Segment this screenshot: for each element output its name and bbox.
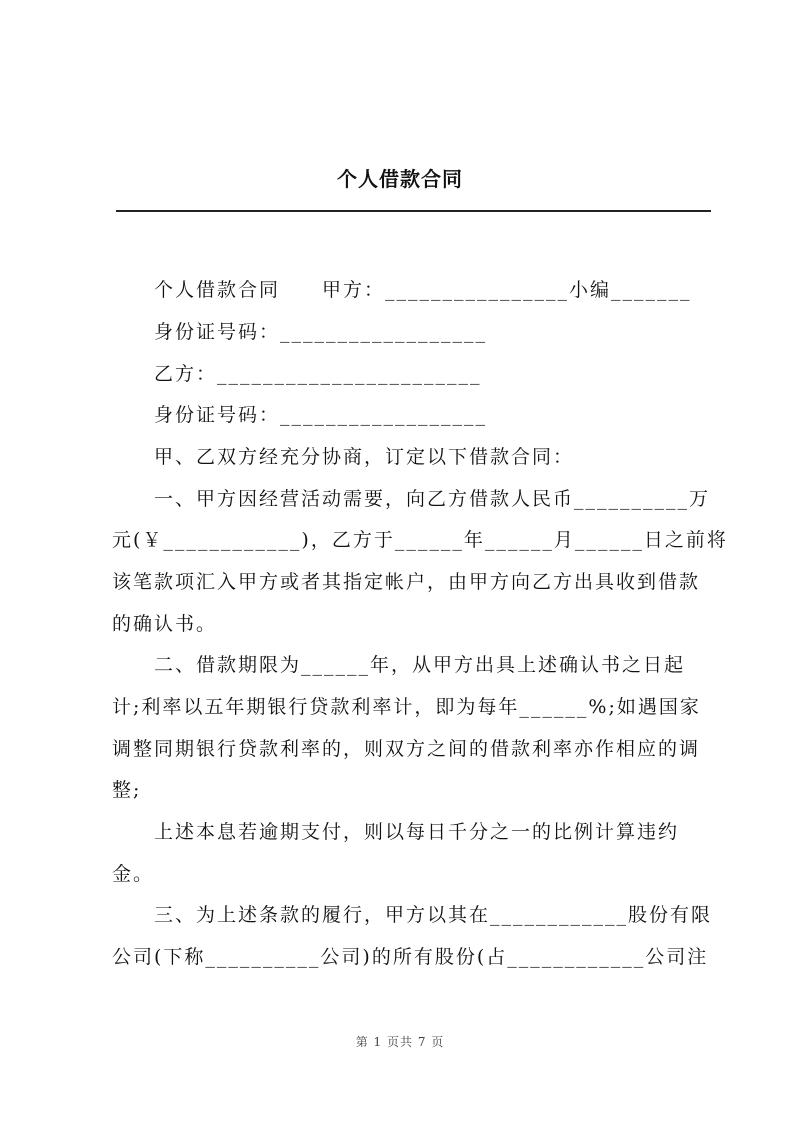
body-line: 公司(下称__________公司)的所有股份(占____________公司注 [112, 946, 709, 968]
body-line: 该笔款项汇入甲方或者其指定帐户，由甲方向乙方出具收到借款 [112, 571, 701, 593]
body-line: 身份证号码：__________________ [112, 321, 488, 343]
body-line: 上述本息若逾期支付，则以每日千分之一的比例计算违约 [112, 821, 680, 843]
body-line: 二、借款期限为______年，从甲方出具上述确认书之日起 [112, 654, 686, 676]
body-line: 计;利率以五年期银行贷款利率计，即为每年______%;如遇国家 [112, 696, 701, 718]
body-line: 整; [112, 779, 142, 801]
title-rule [116, 210, 711, 212]
document-title: 个人借款合同 [337, 167, 463, 191]
body-line: 身份证号码：__________________ [112, 404, 488, 426]
body-line: 一、甲方因经营活动需要，向乙方借款人民币__________万 [112, 488, 711, 510]
body-line: 元(￥____________)，乙方于______年______月______日之前将 [112, 529, 728, 551]
body-line: 调整同期银行贷款利率的，则双方之间的借款利率亦作相应的调 [112, 738, 701, 760]
body-line: 甲、乙双方经充分协商，订定以下借款合同： [112, 446, 575, 468]
page-number: 第 1 页共 7 页 [355, 1035, 445, 1049]
body-line: 的确认书。 [112, 613, 218, 635]
body-line: 乙方：_______________________ [112, 363, 482, 385]
body-line: 个人借款合同 甲方：________________小编_______ [112, 279, 692, 301]
body-line: 三、为上述条款的履行，甲方以其在____________股份有限 [112, 904, 713, 926]
body-line: 金。 [112, 863, 155, 885]
